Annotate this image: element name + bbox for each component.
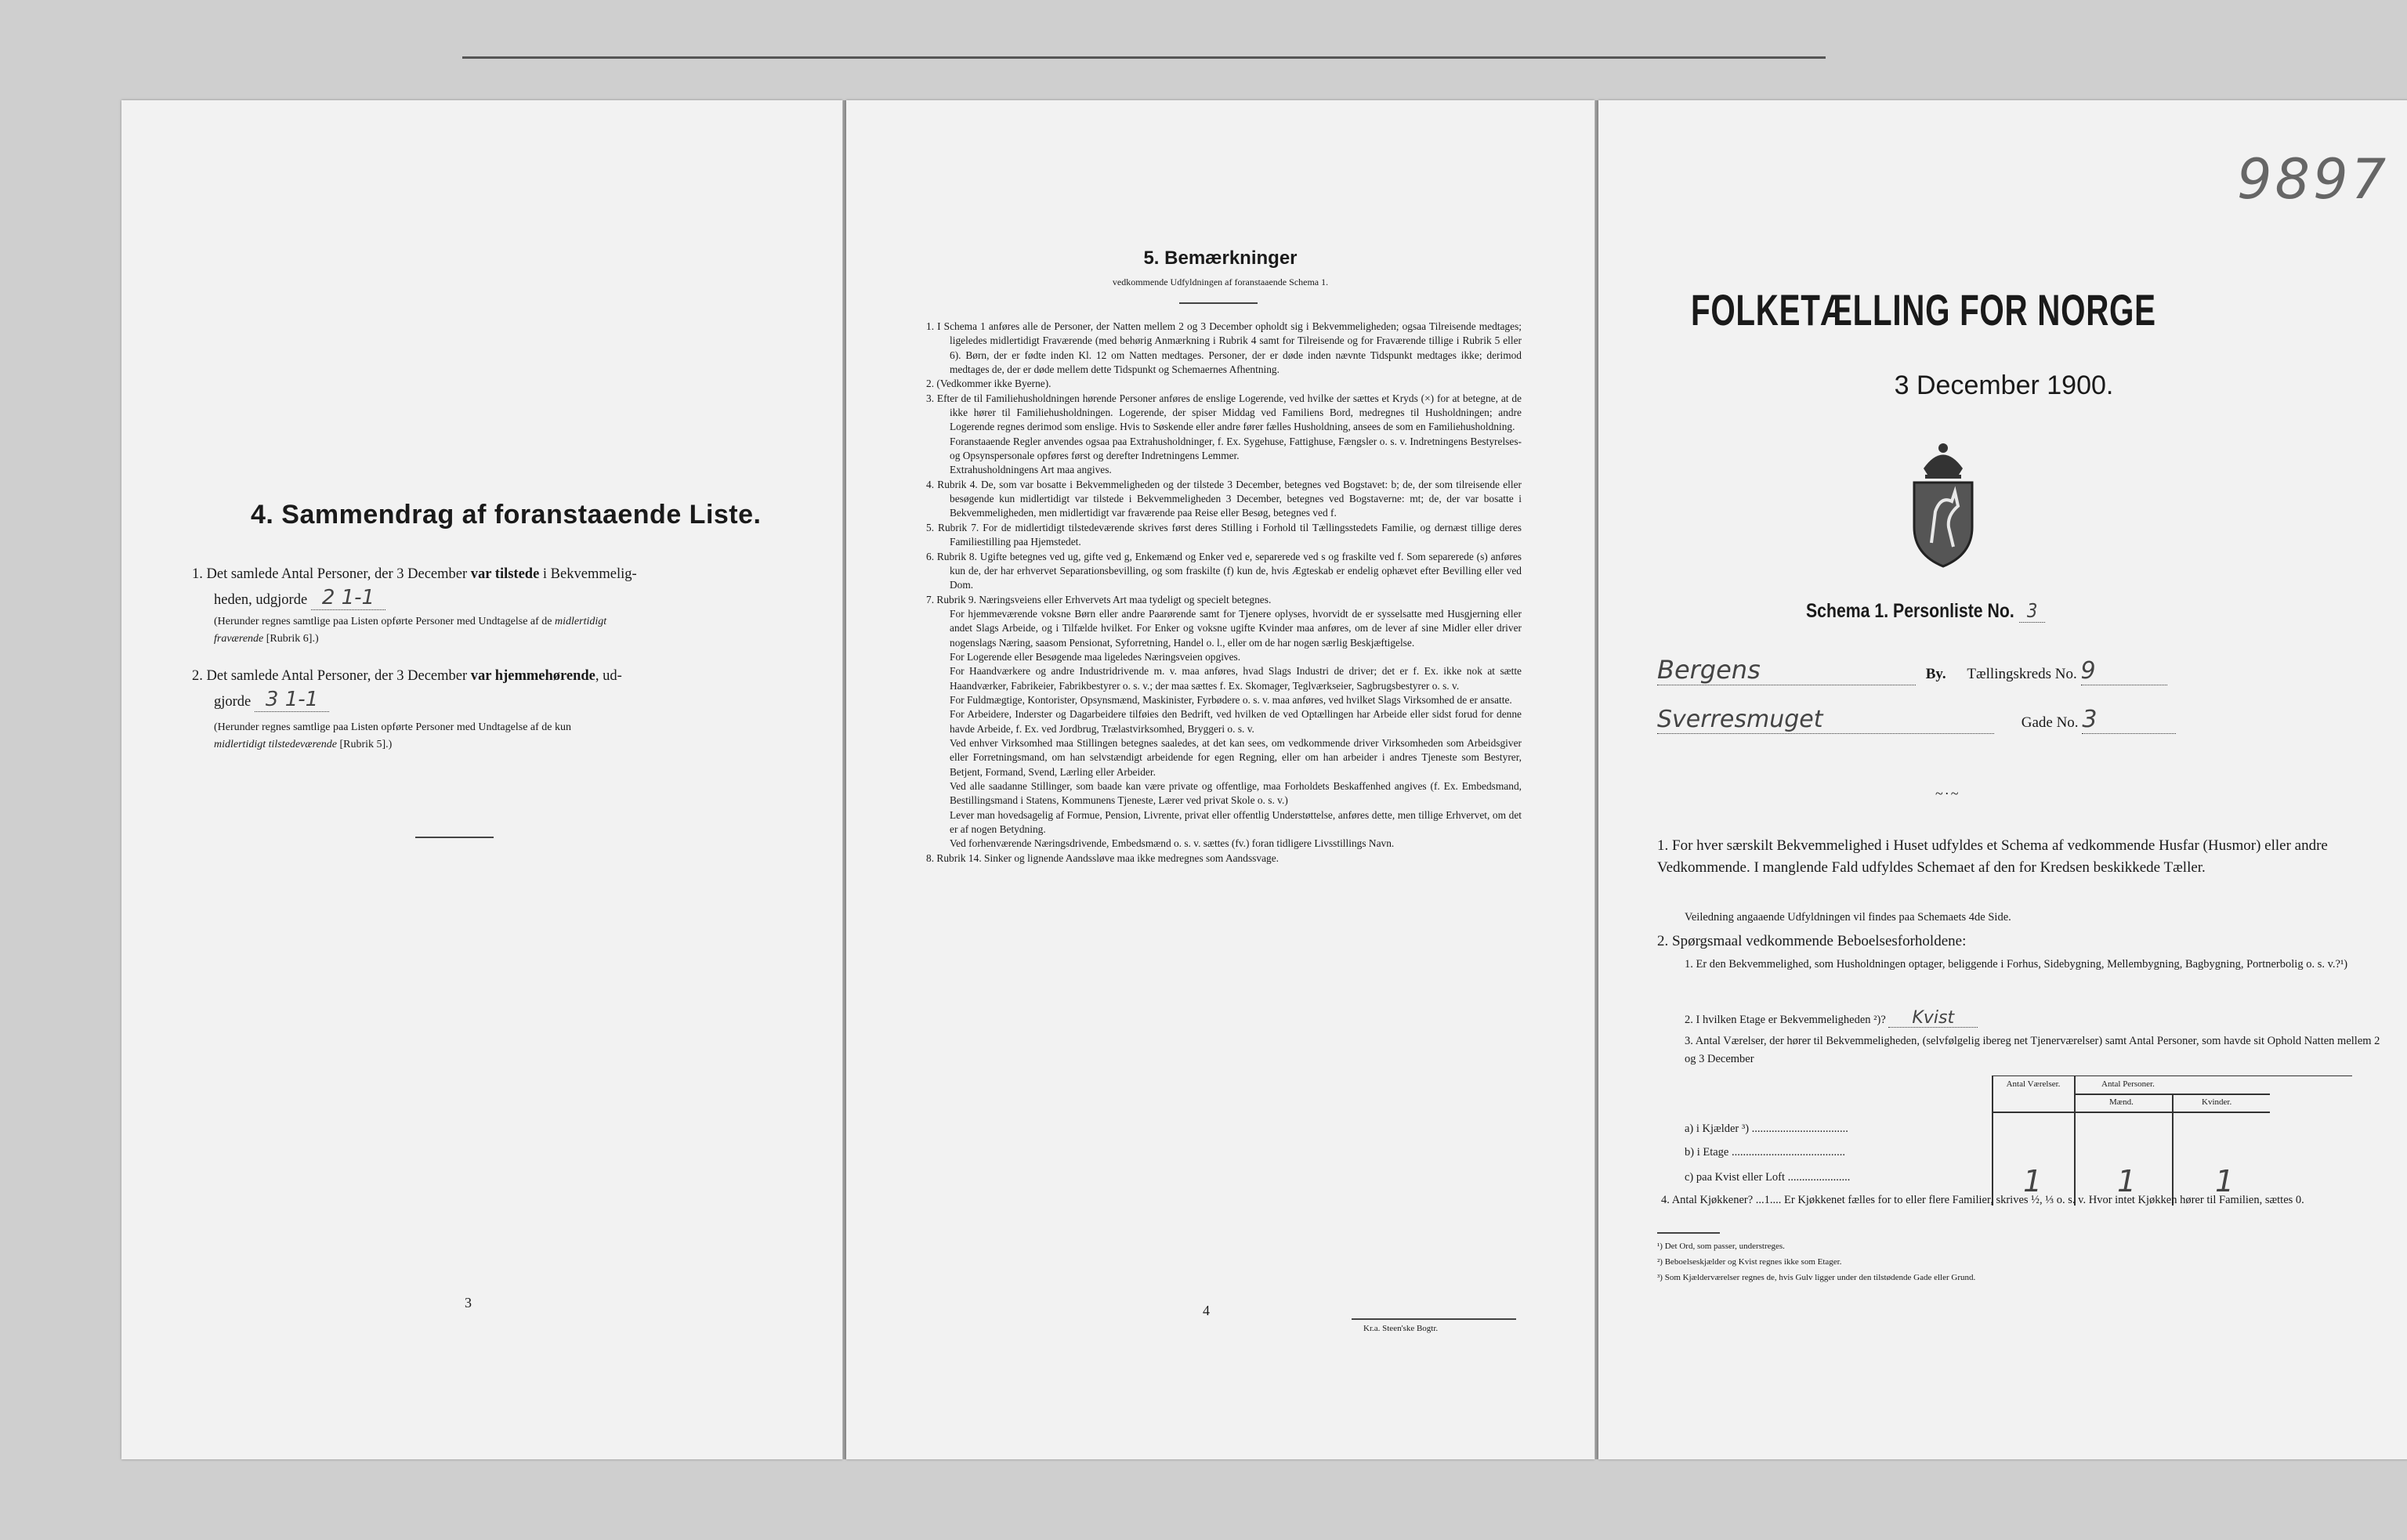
page-number-3: 3 (465, 1295, 472, 1310)
item2-note-em: midlertidigt tilstedeværende (214, 739, 337, 750)
remark-paragraph: 4. Rubrik 4. De, som var bosatte i Bekvemmeligheden og der tilstede 3 December, betegnes ved Bogstavet: b; de, der som tilreisende eller besøgende kun midlertidigt var tilstede i Bekvemmeligheden 3 December, betegnes ved Bogstaverne: mt; de, der var bosatte i Bekvemmeligheden, men midlertidigt var fraværende paa Reise eller Besøg, betegnes ved f. (926, 478, 1522, 519)
item1-note-em1: midlertidigt (555, 616, 607, 627)
table-rule (1992, 1112, 2270, 1113)
title-rule (1179, 302, 1258, 304)
item1-note-em2: fraværende (214, 633, 264, 645)
item2-note-end: [Rubrik 5].) (336, 739, 393, 750)
item2-text-end: , ud- (595, 668, 622, 684)
remarks-subtitle: vedkommende Udfyldningen af foranstaaende Schema 1. (1112, 277, 1329, 287)
summary-item-1 (192, 562, 819, 612)
summary-item-1-note (214, 613, 817, 648)
table-rule (1992, 1076, 1993, 1206)
remark-paragraph: Extrahusholdningens Art maa angives. (950, 464, 1112, 476)
schema-label (1806, 599, 2046, 623)
by-label: By. (1925, 666, 1946, 682)
ornament: ~·~ (1935, 786, 1960, 801)
personliste-number: 3 (2019, 599, 2046, 623)
item2-bold: var hjemmehørende (470, 668, 595, 684)
remark-paragraph: 1. I Schema 1 anføres alle de Personer, der Natten mellem 2 og 3 December opholdt sig i Bekvemmeligheden; ogsaa Tilreisende medtages; ligeledes midlertidigt Fraværende (med behørig Anmærkning i Rubrik 4 samt for Tilreisende og for Fraværende tillige i Rubrik 5 eller 6). Børn, der er fødte inden Kl. 12 om Natten medtages. Personer, der er døde inden nævnte Tidspunkt medtages ikke; derimod medtages de, der er døde mellem dette Tidspunkt og Schemaernes Afhentning. (926, 320, 1522, 376)
question-2-answer: Kvist (1888, 1009, 1978, 1028)
remark-paragraph: 5. Rubrik 7. For de midlertidigt tilstedeværende skrives først deres Stilling i Forhold til Tællingsstedets Familie, og dernæst tillige deres Familiestilling paa Hjemstedet. (926, 521, 1522, 548)
item1-text-c: heden, udgjorde (214, 592, 308, 608)
remark-paragraph: For hjemmeværende voksne Børn eller andre Paarørende samt for Tjenere oplyses, hvorvidt de er sysselsatte med Husgjerning eller andet Slags Arbeide, og i Tilfælde hvilket. For Enker og voksne ugifte Kvinder maa anføres, om de lever af sine Midler eller driver nogenslags Næring, saasom Pensionat, Syforretning, Handel o. l., eller om de har nogen særlig Beskjæftigelse. (950, 607, 1522, 649)
col-rooms: Antal Værelser. (2006, 1079, 2061, 1089)
remark-paragraph: Lever man hovedsagelig af Formue, Pension, Livrente, privat eller offentlig Understøttelse, anføres dette, men tillige Erhvervet, om det er af nogen Betydning. (950, 808, 1522, 836)
right-page (1598, 100, 2407, 1459)
city-line (1657, 655, 2402, 685)
gade-label: Gade No. (2021, 714, 2079, 731)
row-kjaelder: a) i Kjælder ³) .................................. (1685, 1122, 1848, 1135)
remark-paragraph: Ved enhver Virksomhed maa Stillingen betegnes saaledes, at det kan sees, om vedkommende driver Virksomheden som Arbeidsgiver eller Forretningsmand, om han selvstændigt arbeidende for egen Regning, eller om han arbeider i andres Tjeneste som Bestyrer, Betjent, Formand, Svend, Lærling eller Arbeider. (950, 736, 1522, 778)
instruction-1: 1. For hver særskilt Bekvemmelighed i Huset udfyldes et Schema af vedkommende Husfar (Husmor) eller andre Vedkommende. I manglende Fald udfyldes Schemaet af den for Kredsen beskikkede Tæller. (1657, 837, 2328, 876)
question-1: 1. Er den Bekvemmelighed, som Husholdningen optager, beliggende i Forhus, Sidebygning, Mellembygning, Bagbygning, Portnerbolig o. s. v.?¹) (1685, 958, 2348, 971)
summary-item-2-note (214, 719, 817, 754)
divider (415, 837, 494, 838)
remark-paragraph: 7. Rubrik 9. Næringsveiens eller Erhvervets Art maa tydeligt og specielt betegnes. (926, 593, 1272, 606)
kvist-men: 1 (2117, 1164, 2137, 1198)
footnote-1: ¹) Det Ord, som passer, understreges. (1657, 1242, 1785, 1251)
census-title: FOLKETÆLLING FOR NORGE (1691, 285, 2156, 334)
remark-paragraph: For Fuldmægtige, Kontorister, Opsynsmænd, Maskinister, Fyrbødere o. s. v. maa anføres, ved hvilket Slags Virksomhed de er ansatte. (950, 693, 1512, 706)
printer-rule (1352, 1318, 1516, 1320)
summary-title: 4. Sammendrag af foranstaaende Liste. (251, 500, 762, 530)
question-3: 3. Antal Værelser, der hører til Bekvemmeligheden, (selvfølgelig ibereg net Tjenerværelser) samt Antal Personer, som havde sit Ophold Natten mellem 2 og 3 December (1685, 1035, 2380, 1065)
printer-imprint: Kr.a. Steen'ske Bogtr. (1363, 1324, 1439, 1333)
remark-paragraph: Foranstaaende Regler anvendes ogsaa paa Extrahusholdninger, f. Ex. Sygehuse, Fattighuse, Fængsler o. s. v. Indretningens Bestyrelses- og Opsynspersonale opføres først og derefter Indretningens Lemmer. (950, 435, 1522, 462)
city-handwritten: Bergens (1657, 655, 1916, 685)
remark-paragraph: 6. Rubrik 8. Ugifte betegnes ved ug, gifte ved g, Enkemænd og Enker ved e, separerede ved s og fraskilte ved f. Som separerede (s) anføres kun de, der har erhvervet Separationsbevilling, og som fraskilte (f) kun de, hvis Ægteskab er endelig ophævet efter Bevilling eller ved Dom. (926, 550, 1522, 591)
street-line (1657, 706, 2402, 734)
archive-number: 9897 (2237, 147, 2390, 211)
street-handwritten: Sverresmuget (1657, 706, 1994, 734)
schema-label-text: Schema 1. Personliste No. (1806, 600, 2014, 622)
item2-text-c: gjorde (214, 694, 252, 710)
item1-text: 1. Det samlede Antal Personer, der 3 December (192, 566, 471, 582)
remark-paragraph: 3. Efter de til Familiehusholdningen hørende Personer anføres de enslige Logerende, ved hvilke der sættes et Kryds (×) for at betegne, at de ikke hører til Familiehusholdningen. Logerende, der spiser Middag ved Familiens Bord, medregnes til Husholdningen; andre Logerende regnes derimod som enslige. Hvis to Søskende eller andre fører fælles Husholdning, ansees de som en Familiehusholdning. (926, 392, 1522, 433)
krets-label: Tællingskreds No. (1967, 666, 2077, 682)
coat-of-arms-icon (1900, 437, 1986, 570)
item1-handwritten-value: 2 1-1 (311, 586, 385, 610)
left-page (121, 100, 842, 1459)
item1-bold: var tilstede (470, 566, 540, 582)
row-kvist: c) paa Kvist eller Loft ...................... (1685, 1171, 1851, 1184)
remark-paragraph: Ved alle saadanne Stillinger, som baade kan være private og offentlige, maa Forholdets Beskaffenhed angives (f. Ex. Embedsmand, Bestillingsmand i Statens, Kommunens Tjeneste, Lærer ved privat Skole o. s. v.) (950, 780, 1522, 807)
rooms-table (1992, 1075, 2352, 1206)
footnote-2: ²) Beboelseskjælder og Kvist regnes ikke som Etager. (1657, 1257, 1842, 1267)
question-2-text: 2. I hvilken Etage er Bekvemmeligheden ²)? (1685, 1014, 1886, 1026)
remarks-body (926, 320, 1522, 866)
question-4: 4. Antal Kjøkkener? ...1.... Er Kjøkkenet fælles for to eller flere Familier, skrives ½, ⅓ o. s. v. Hvor intet Kjøkken hører til Familien, sættes 0. (1661, 1194, 2304, 1206)
item1-text-end: i Bekvemmelig- (539, 566, 637, 582)
kvist-rooms: 1 (2023, 1164, 2043, 1198)
table-rule (2172, 1094, 2174, 1206)
col-men: Mænd. (2109, 1097, 2134, 1107)
instruction-1-note: Veiledning angaaende Udfyldningen vil findes paa Schemaets 4de Side. (1685, 911, 2011, 924)
summary-item-2 (192, 664, 819, 714)
krets-number: 9 (2081, 657, 2167, 685)
remark-paragraph: For Haandværkere og andre Industridrivende m. v. maa anføres, hvad Slags Industri de driver; det er f. Ex. ikke nok at sætte Haandværker, Fabrikeier, Fabrikbestyrer o. s. v.; der maa sættes f. Ex. Skomager, Teglværkseier, Sagbrugsbestyrer o. s. v. (950, 665, 1522, 692)
col-women: Kvinder. (2202, 1097, 2232, 1107)
remark-paragraph: Ved forhenværende Næringsdrivende, Embedsmænd o. s. v. sættes (fv.) foran tidligere Livsstillings Navn. (950, 837, 1395, 850)
kvist-women: 1 (2215, 1164, 2235, 1198)
remark-paragraph: 8. Rubrik 14. Sinker og lignende Aandssløve maa ikke medregnes som Aandssvage. (926, 851, 1279, 864)
remark-paragraph: For Logerende eller Besøgende maa ligeledes Næringsveien opgives. (950, 650, 1241, 663)
footnote-rule (1657, 1232, 1720, 1234)
footnote-3: ³) Som Kjælderværelser regnes de, hvis Gulv ligger under den tilstødende Gade eller Grund. (1657, 1273, 1976, 1282)
middle-page (846, 100, 1594, 1459)
remark-paragraph: 2. (Vedkommer ikke Byerne). (926, 378, 1051, 390)
remark-paragraph: For Arbeidere, Inderster og Dagarbeidere tilføies den Bedrift, ved hvilken de ved Optællingen har Arbeide eller sidst forud for denne havde Arbeide, f. Ex. ved Jordbrug, Trælastvirksomhed, Bryggeri o. s. v. (950, 708, 1522, 735)
page-number-4: 4 (1203, 1303, 1210, 1318)
instruction-2: 2. Spørgsmaal vedkommende Beboelsesforholdene: (1657, 933, 1967, 949)
gade-number: 3 (2082, 706, 2176, 734)
table-rule (2074, 1076, 2076, 1206)
col-persons: Antal Personer. (2101, 1079, 2155, 1089)
item2-handwritten-value: 3 1-1 (255, 688, 329, 712)
item1-note-text: (Herunder regnes samtlige paa Listen opførte Personer med Undtagelse af de (214, 616, 556, 627)
question-2 (1685, 1009, 2390, 1029)
row-etage: b) i Etage ........................................ (1685, 1146, 1845, 1159)
item1-note-end: [Rubrik 6].) (263, 633, 319, 645)
scan-edge-line (462, 56, 1826, 59)
remarks-title: 5. Bemærkninger (1143, 248, 1298, 269)
item2-note-text: (Herunder regnes samtlige paa Listen opførte Personer med Undtagelse af de kun (214, 721, 572, 733)
census-date: 3 December 1900. (1894, 371, 2114, 400)
item2-text: 2. Det samlede Antal Personer, der 3 December (192, 668, 471, 684)
table-rule (2074, 1094, 2270, 1095)
